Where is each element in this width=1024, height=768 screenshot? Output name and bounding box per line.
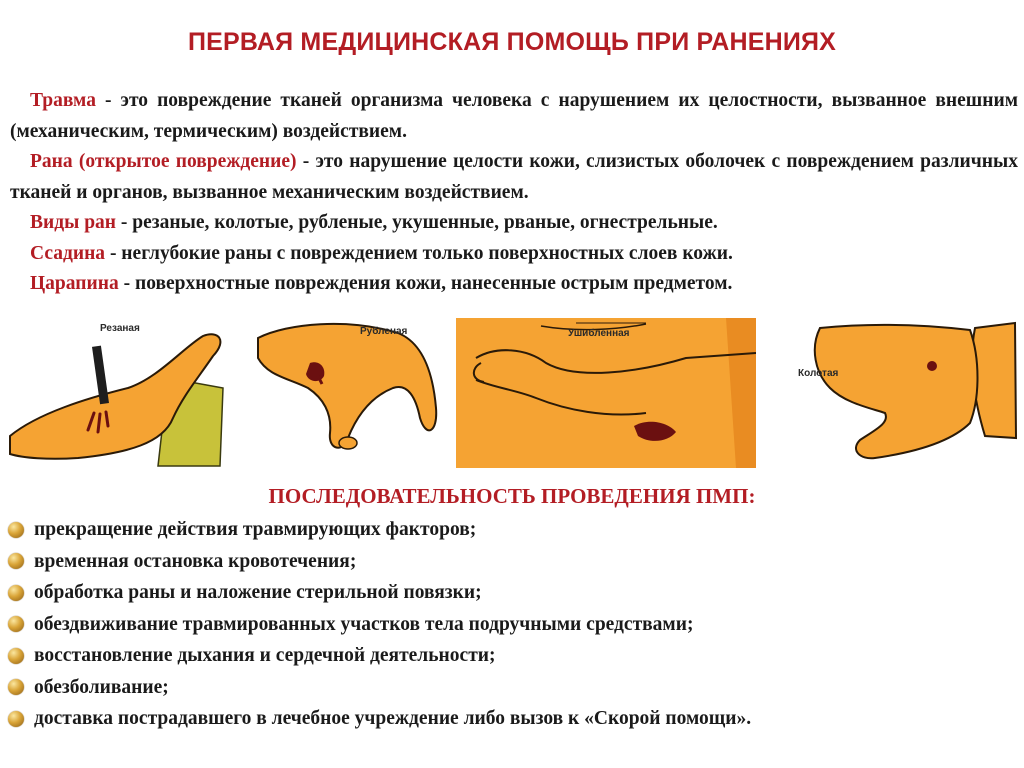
step-text: обработка раны и наложение стерильной повязки;: [34, 582, 482, 603]
definition-term: Рана (открытое повреждение): [30, 151, 297, 172]
chopped-wound-hand-illustration: [248, 318, 448, 468]
bullet-icon: [8, 585, 24, 601]
bullet-icon: [8, 679, 24, 695]
cut-wound-arm-illustration: [8, 318, 238, 468]
illustration-caption: Резаная: [100, 323, 140, 334]
step-text: прекращение действия травмирующих факторов;: [34, 519, 477, 540]
list-item: [8, 546, 1018, 578]
bullet-icon: [8, 648, 24, 664]
definition-text: - неглубокие раны с повреждением только поверхностных слоев кожи.: [105, 242, 733, 264]
list-item: [8, 672, 1018, 704]
list-item: [8, 640, 1018, 672]
definition-text: - это нарушение целости кожи, слизистых оболочек с повреждением различных тканей и органов, вызванное механическим воздействием.: [10, 151, 1018, 203]
chopped-wound-hand-icon: [248, 318, 448, 468]
list-item: [8, 514, 1018, 546]
bullet-icon: [8, 616, 24, 632]
wound-illustrations: [0, 318, 1024, 468]
illustration-caption: Ушибленная: [568, 328, 630, 339]
list-item: [8, 703, 1018, 735]
definition-term: Ссадина: [30, 242, 106, 264]
page-title: ПЕРВАЯ МЕДИЦИНСКАЯ ПОМОЩЬ ПРИ РАНЕНИЯХ: [187, 28, 837, 56]
step-text: восстановление дыхания и сердечной деятельности;: [34, 645, 496, 666]
step-text: обезболивание;: [34, 676, 169, 698]
definition-text: - это повреждение тканей организма человека с нарушением их целостности, вызванное внешним (механическим, термическим) воздействием.: [10, 90, 1018, 142]
bullet-icon: [8, 522, 24, 538]
definition-abrasion: [10, 239, 1018, 270]
stab-wound-hand-icon: [790, 318, 1020, 468]
list-item: [8, 609, 1018, 641]
step-text: доставка пострадавшего в лечебное учреждение либо вызов к «Скорой помощи».: [34, 708, 752, 729]
bruise-wound-arm-icon: [456, 318, 756, 468]
definition-text: - поверхностные повреждения кожи, нанесенные острым предметом.: [118, 273, 733, 294]
bullet-icon: [8, 553, 24, 569]
step-text: обездвиживание травмированных участков тела подручными средствами;: [34, 613, 694, 635]
definitions-block: [10, 86, 1018, 300]
definition-text: - резаные, колотые, рубленые, укушенные, рваные, огнестрельные.: [116, 212, 718, 233]
cut-wound-arm-icon: [8, 318, 238, 468]
definition-term: Травма: [30, 90, 96, 111]
definition-term: Виды ран: [30, 212, 117, 233]
definition-trauma: [10, 86, 1018, 147]
illustration-caption: Колотая: [798, 368, 839, 379]
definition-wound-types: [10, 208, 1018, 239]
definition-term: Царапина: [30, 273, 119, 294]
illustration-caption: Рубленая: [360, 326, 408, 337]
bullet-icon: [8, 711, 24, 727]
definition-wound: [10, 147, 1018, 208]
stab-wound-hand-illustration: [790, 318, 1020, 468]
sequence-title: ПОСЛЕДОВАТЕЛЬНОСТЬ ПРОВЕДЕНИЯ ПМП:: [268, 484, 756, 508]
bruise-wound-arm-illustration: [456, 318, 756, 468]
step-text: временная остановка кровотечения;: [34, 550, 357, 572]
first-aid-steps-list: [8, 514, 1018, 735]
definition-scratch: [10, 269, 1018, 300]
list-item: [8, 577, 1018, 609]
